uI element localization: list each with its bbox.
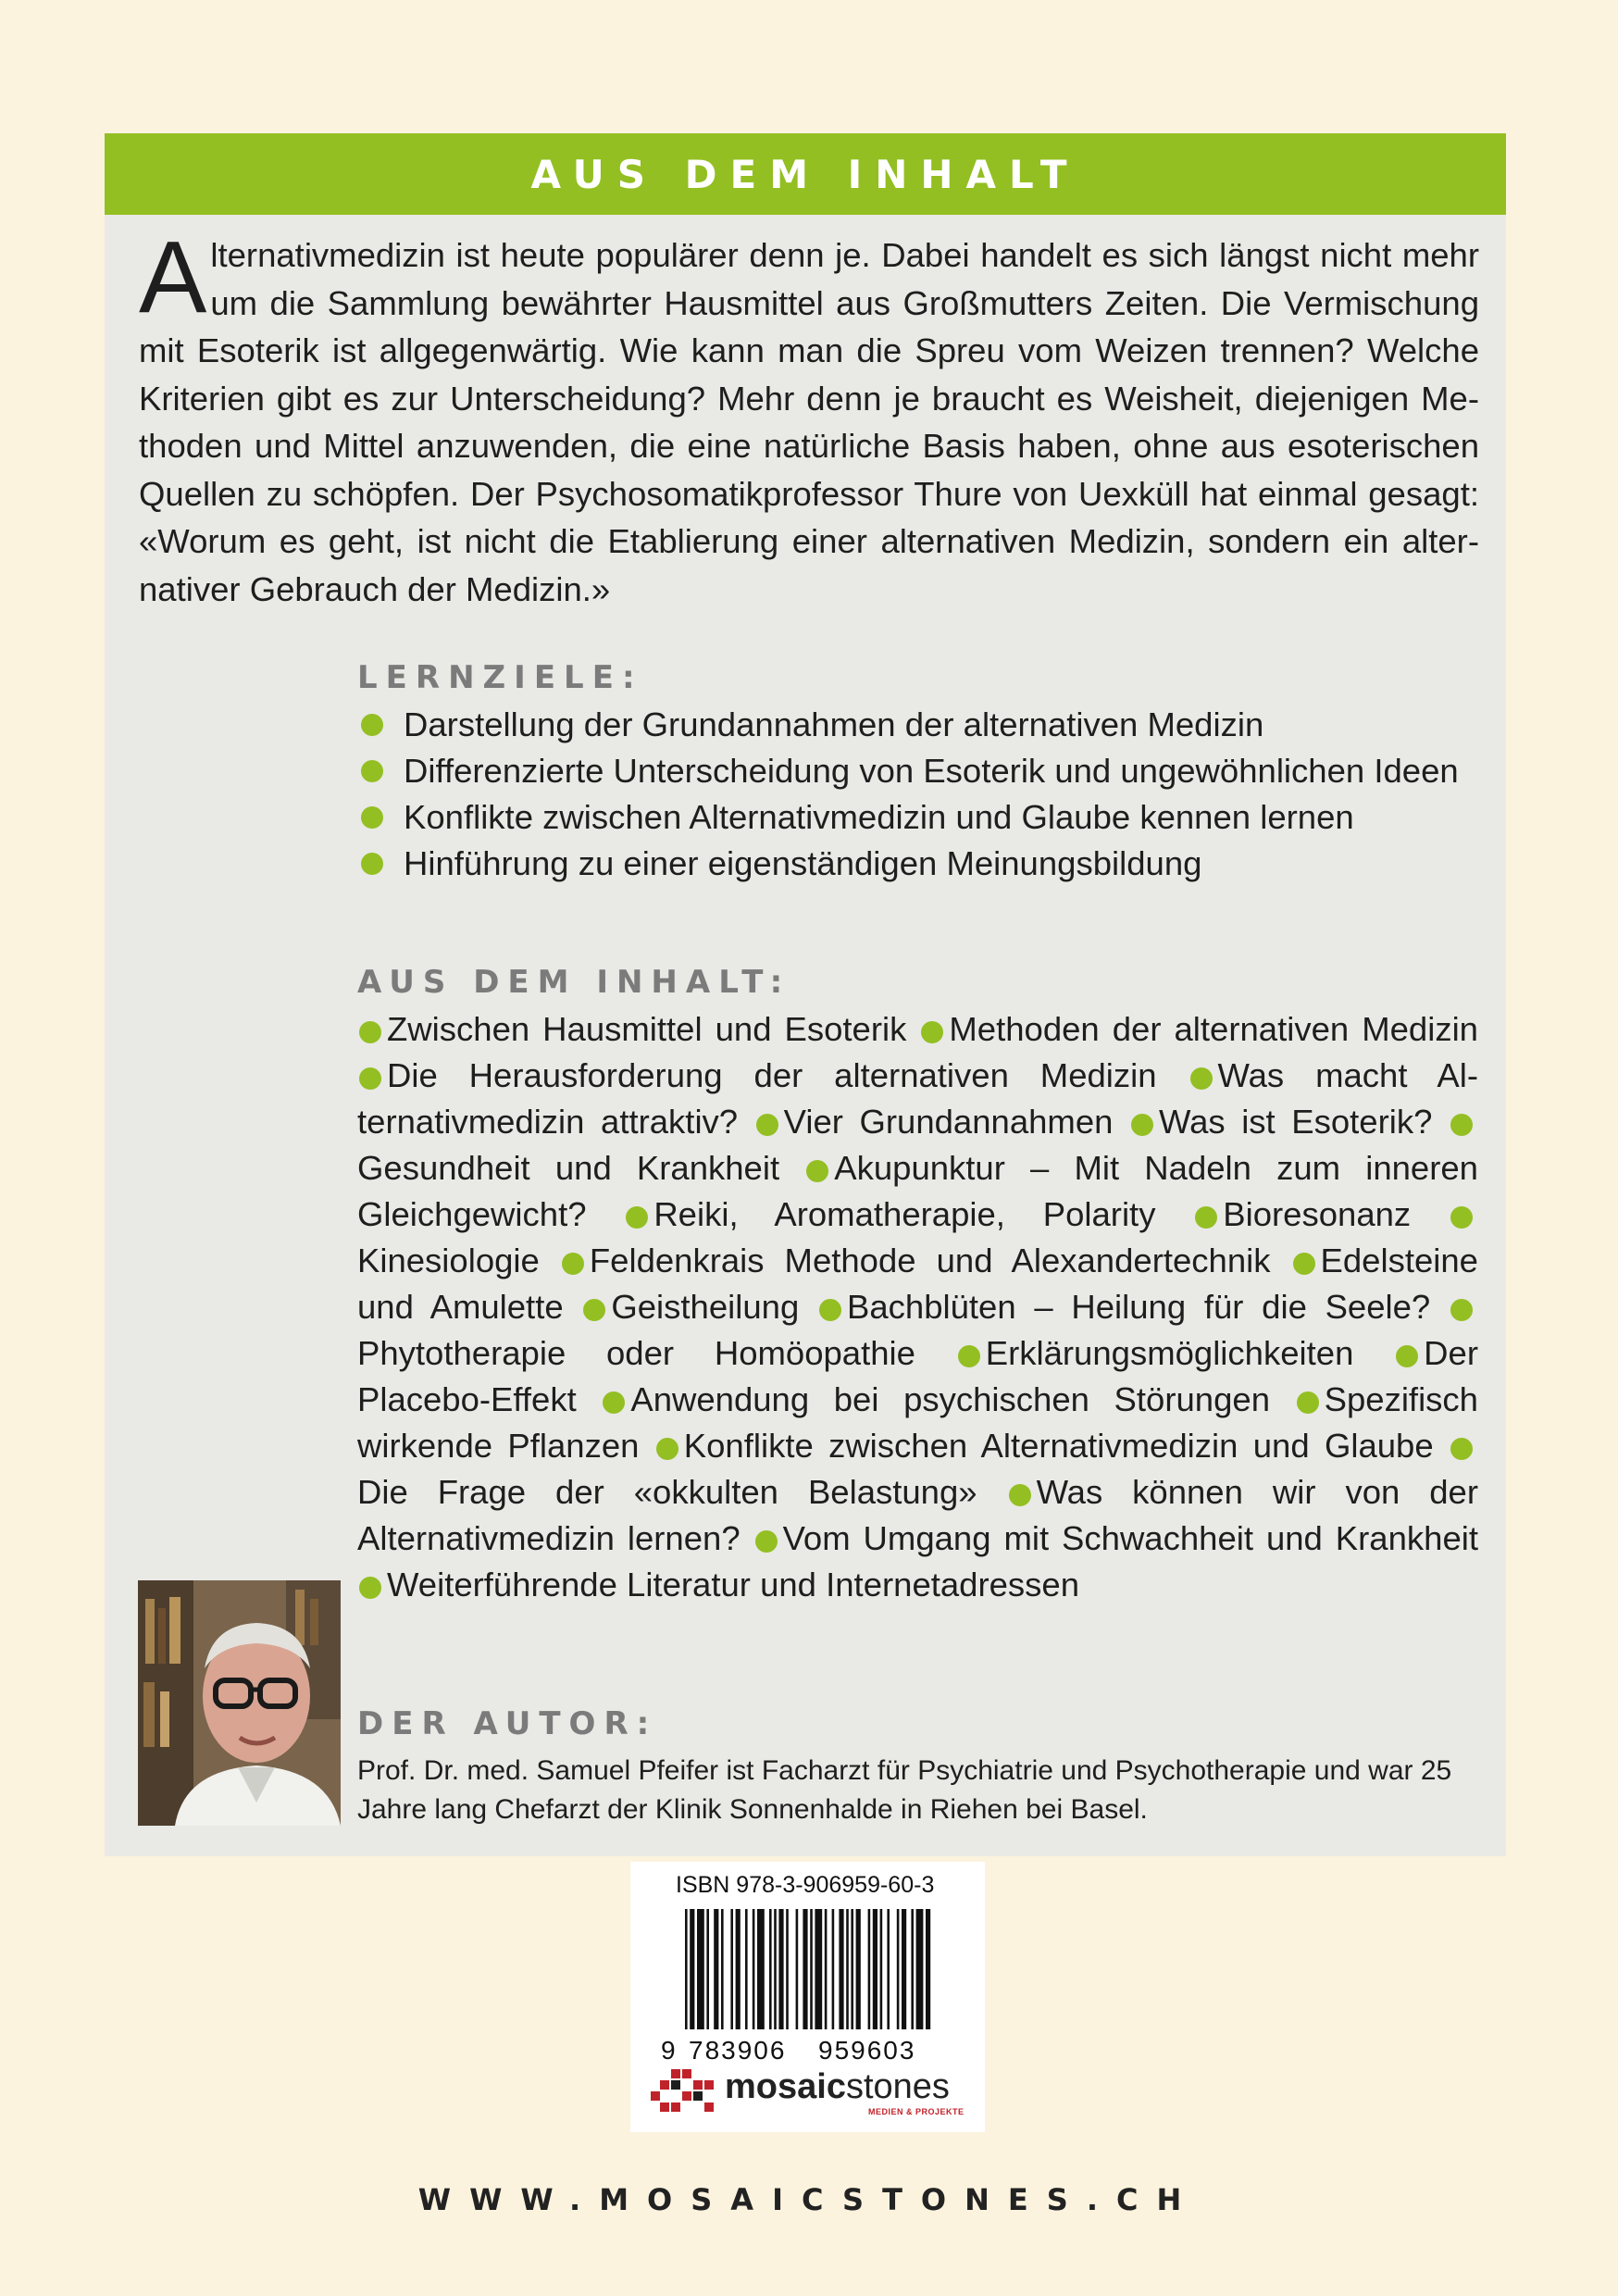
barcode-bar xyxy=(753,1909,755,2029)
barcode-digits-left: 783906 xyxy=(689,2036,787,2065)
isbn-label: ISBN 978-3-906959-60-3 xyxy=(676,1872,935,1898)
barcode-digit-first: 9 xyxy=(661,2036,676,2065)
drop-cap: A xyxy=(139,220,207,334)
bullet-dot-icon xyxy=(806,1160,828,1182)
barcode-bar xyxy=(697,1909,704,2029)
barcode-bar xyxy=(911,1909,914,2029)
intro-text: lternativmedizin ist heute populärer denn je. Dabei handelt es sich längst nicht mehr um die Sammlung bewährter Hausmittel aus Großmutters Zeiten. Die Vermischung mit Esoterik ist allgegenwärtig. Wie kann man die Spreu vom Weizen trennen? Welche Kriterien gibt es zur Unterscheidung? Mehr denn je braucht es Weisheit, diejenigen Methoden und Mittel anzuwenden, die eine natürliche Basis haben, ohne aus esoterischen Quellen zu schöpfen. Der Psychosomatikprofessor Thure von Uexküll hat einmal gesagt: «Worum es geht, ist nicht die Etablierung einer alternativen Medizin, sondern ein alternativer Gebrauch der Medizin.» xyxy=(139,236,1479,608)
bullet-dot-icon xyxy=(1195,1206,1217,1229)
contents-item: Der Placebo-Effekt xyxy=(357,1334,1478,1418)
contents-item: Phytotherapie oder Homöopathie xyxy=(357,1334,915,1372)
barcode-bar xyxy=(774,1909,777,2029)
barcode-bar xyxy=(846,1909,849,2029)
bullet-dot-icon xyxy=(1396,1345,1418,1367)
contents-item: Vier Grundannahmen xyxy=(783,1103,1114,1141)
contents-item: Reiki, Aromatherapie, Polarity xyxy=(653,1195,1156,1233)
bullet-dot-icon xyxy=(958,1345,980,1367)
goals-heading: LERNZIELE: xyxy=(357,659,643,696)
bullet-dot-icon xyxy=(583,1299,605,1321)
mosaicstones-logo-icon xyxy=(651,2067,725,2119)
contents-item: Anwendung bei psychischen Störungen xyxy=(630,1380,1270,1418)
author-bio: Prof. Dr. med. Samuel Pfeifer ist Facharzt für Psychiatrie und Psychotherapie und war 25 Jahre lang Chefarzt der Klinik Sonnenhalde in Riehen bei Basel. xyxy=(357,1755,1452,1825)
barcode-bar xyxy=(769,1909,772,2029)
barcode-bar xyxy=(786,1909,789,2029)
contents-list xyxy=(357,1006,1478,1608)
bullet-dot-icon xyxy=(359,1577,381,1599)
barcode-bar xyxy=(825,1909,828,2029)
header-title: AUS DEM INHALT xyxy=(530,151,1080,197)
publisher-name-bold: mosaic xyxy=(725,2067,846,2106)
publisher-subtitle: MEDIEN & PROJEKTE xyxy=(868,2107,965,2116)
barcode-bar xyxy=(803,1909,807,2029)
barcode-bar xyxy=(745,1909,748,2029)
author-portrait-image xyxy=(138,1580,341,1826)
barcode-bar xyxy=(690,1909,694,2029)
bullet-dot-icon xyxy=(656,1438,678,1460)
contents-item: Methoden der alternativen Medizin xyxy=(949,1010,1478,1048)
goal-item: Differenzierte Unterscheidung von Esoterik und ungewöhnlichen Ideen xyxy=(357,748,1482,794)
barcode-bar xyxy=(810,1909,813,2029)
contents-item: Weiterführende Literatur und Internetadressen xyxy=(387,1566,1080,1603)
bullet-dot-icon xyxy=(1450,1438,1473,1460)
bullet-dot-icon xyxy=(921,1021,943,1043)
bullet-dot-icon xyxy=(819,1299,841,1321)
contents-item: Was können wir von der Alternativmedizin lernen? xyxy=(357,1473,1479,1557)
barcode-bar xyxy=(880,1909,883,2029)
bullet-dot-icon xyxy=(756,1114,778,1136)
bullet-dot-icon xyxy=(1293,1253,1315,1275)
barcode-bar xyxy=(839,1909,843,2029)
contents-item: Spezifisch wirkende Pflanzen xyxy=(357,1380,1478,1465)
barcode-bar xyxy=(685,1909,688,2029)
contents-item: Zwischen Hausmittel und Esoterik xyxy=(387,1010,907,1048)
bullet-dot-icon xyxy=(1450,1114,1473,1136)
barcode-bar xyxy=(926,1909,930,2029)
barcode-bar xyxy=(868,1909,871,2029)
contents-item: Konflikte zwischen Alternativmedizin und Glaube xyxy=(683,1427,1434,1465)
barcode-bar xyxy=(815,1909,822,2029)
author-heading: DER AUTOR: xyxy=(357,1705,658,1742)
barcode-bar xyxy=(796,1909,799,2029)
contents-item: Bioresonanz xyxy=(1223,1195,1412,1233)
header-bar xyxy=(105,133,1506,215)
contents-item: Kinesiologie xyxy=(357,1242,540,1279)
contents-item: Was macht Alternativmedizin attraktiv? xyxy=(357,1056,1478,1141)
barcode-bar xyxy=(714,1909,718,2029)
bullet-dot-icon xyxy=(359,1067,381,1090)
contents-item: Die Herausforderung der alternativen Medizin xyxy=(387,1056,1157,1094)
publisher-name-light: stones xyxy=(845,2067,950,2106)
barcode-bar xyxy=(887,1909,890,2029)
contents-item: Edelsteine und Amulette xyxy=(357,1242,1478,1326)
bullet-dot-icon xyxy=(562,1253,584,1275)
bullet-dot-icon xyxy=(1190,1067,1213,1090)
barcode-bar xyxy=(851,1909,853,2029)
bullet-dot-icon xyxy=(359,1021,381,1043)
barcode-bar xyxy=(832,1909,835,2029)
barcode-bar xyxy=(873,1909,877,2029)
goal-item: Hinführung zu einer eigenständigen Meinungsbildung xyxy=(357,841,1482,887)
author-photo xyxy=(138,1580,341,1826)
barcode-bars xyxy=(685,1909,930,2029)
bullet-dot-icon xyxy=(1009,1484,1031,1506)
contents-item: Bachblüten – Heilung für die Seele? xyxy=(847,1288,1431,1326)
bullet-dot-icon xyxy=(603,1391,625,1414)
barcode-bar xyxy=(757,1909,765,2029)
bullet-dot-icon xyxy=(626,1206,648,1229)
barcode-bar xyxy=(706,1909,709,2029)
barcode-bar xyxy=(902,1909,906,2029)
barcode-bar xyxy=(730,1909,733,2029)
bullet-dot-icon xyxy=(1450,1299,1473,1321)
contents-item: Akupunktur – Mit Nadeln zum inneren Gleichgewicht? xyxy=(357,1149,1478,1233)
bullet-dot-icon xyxy=(1297,1391,1319,1414)
barcode-bar xyxy=(856,1909,861,2029)
barcode-bar xyxy=(736,1909,741,2029)
goal-item: Darstellung der Grundannahmen der alternativen Medizin xyxy=(357,702,1482,748)
bullet-dot-icon xyxy=(1131,1114,1153,1136)
contents-item: Vom Umgang mit Schwachheit und Krankheit xyxy=(782,1519,1478,1557)
goals-list xyxy=(357,702,1482,887)
barcode-bar xyxy=(897,1909,900,2029)
barcode-bar xyxy=(916,1909,924,2029)
contents-item: Gesundheit und Krankheit xyxy=(357,1149,780,1187)
goal-item: Konflikte zwischen Alternativmedizin und Glaube kennen lernen xyxy=(357,794,1482,841)
bullet-dot-icon xyxy=(1450,1206,1473,1229)
bullet-dot-icon xyxy=(755,1530,778,1553)
barcode-digits-right: 959603 xyxy=(818,2036,916,2065)
publisher-name xyxy=(725,2067,950,2107)
contents-item: Feldenkrais Methode und Alexandertechnik xyxy=(589,1242,1271,1279)
barcode-bar xyxy=(778,1909,783,2029)
intro-paragraph xyxy=(139,220,1479,613)
barcode xyxy=(648,1909,953,2066)
barcode-bar xyxy=(721,1909,724,2029)
contents-item: Was ist Esoterik? xyxy=(1159,1103,1433,1141)
contents-item: Erklärungsmöglichkeiten xyxy=(985,1334,1354,1372)
contents-item: Die Frage der «okkulten Belastung» xyxy=(357,1473,977,1511)
contents-item: Geistheilung xyxy=(611,1288,800,1326)
contents-heading: AUS DEM INHALT: xyxy=(357,964,791,1001)
website-url[interactable]: WWW.MOSAICSTONES.CH xyxy=(417,2182,1201,2217)
